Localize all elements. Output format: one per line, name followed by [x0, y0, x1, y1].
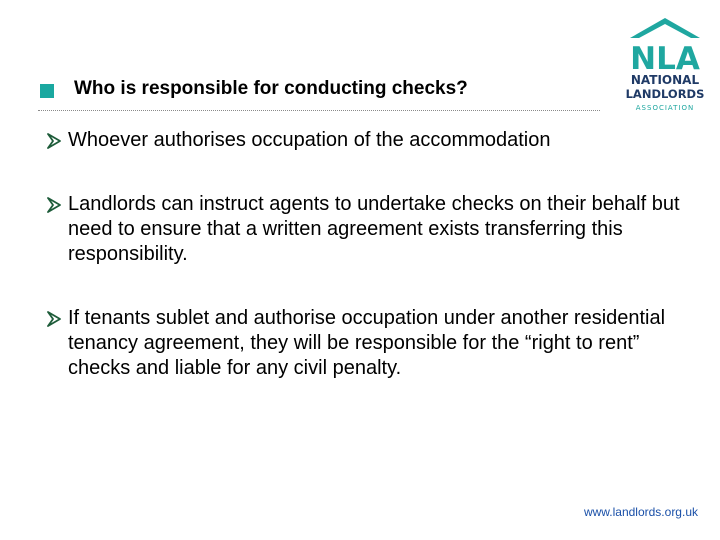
- arrow-bullet-icon: [46, 197, 62, 213]
- title-square-icon: [40, 84, 54, 98]
- slide-title: Who is responsible for conducting checks?: [74, 78, 468, 99]
- bullet-item: [46, 306, 686, 381]
- arrow-bullet-icon: [46, 133, 62, 149]
- bullet-list: [46, 128, 686, 420]
- nla-logo: [626, 16, 704, 120]
- logo-line-national: NATIONAL: [630, 73, 700, 87]
- house-roof-icon: [630, 18, 700, 38]
- logo-line-landlords: LANDLORDS: [626, 87, 704, 101]
- arrow-bullet-icon: [46, 311, 62, 327]
- footer-website-link[interactable]: www.landlords.org.uk: [583, 505, 698, 519]
- bullet-item: [46, 128, 686, 153]
- bullet-item: [46, 192, 686, 267]
- bullet-text: If tenants sublet and authorise occupation under another residential tenancy agreement, they will be responsible for the “right to rent” checks and liable for any civil penalty.: [68, 307, 666, 379]
- bullet-text: Landlords can instruct agents to undertake checks on their behalf but need to ensure that a written agreement exists transferring this responsibility.: [68, 193, 680, 265]
- bullet-text: Whoever authorises occupation of the accommodation: [68, 129, 551, 151]
- logo-abbreviation: NLA: [630, 41, 700, 77]
- logo-line-association: ASSOCIATION: [635, 104, 695, 112]
- title-divider: [38, 110, 600, 111]
